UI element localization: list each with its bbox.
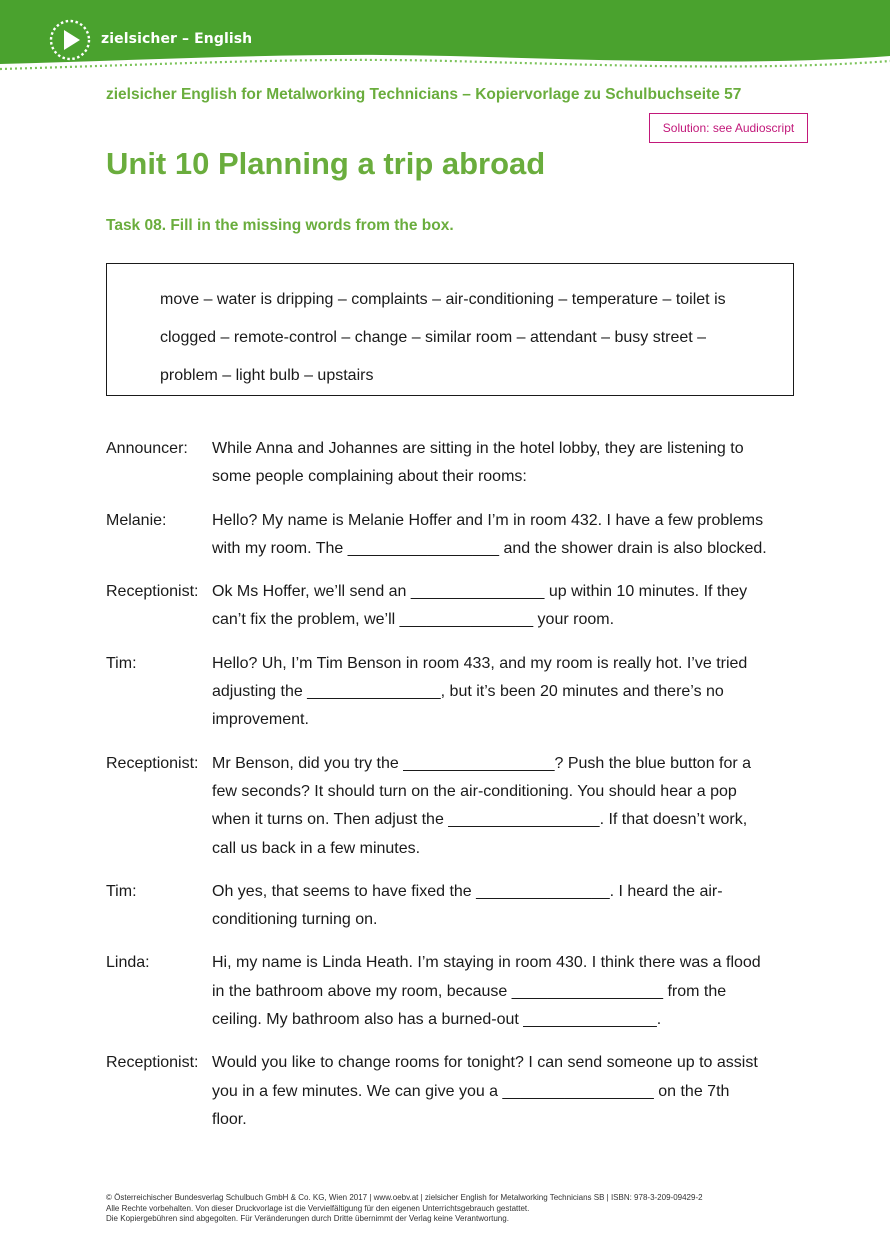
footer-line: Alle Rechte vorbehalten. Von dieser Druckvorlage ist die Vervielfältigung für den eigenen Unterrichtsgebrauch gestattet. [106,1203,530,1213]
dialogue-turn [106,578,806,635]
play-icon [49,19,91,61]
speech-line: Ok Ms Hoffer, we’ll send an _______________ up within 10 minutes. If they [212,583,748,601]
word-box-line: move – water is dripping – complaints – air-conditioning – temperature – toilet is [160,291,726,308]
dialogue-turn [106,650,806,735]
speaker-name: Receptionist: [106,1054,199,1072]
page-title: Unit 10 Planning a trip abroad [106,146,546,181]
speech-line: While Anna and Johannes are sitting in the hotel lobby, they are listening to [212,440,744,457]
speech-line: floor. [212,1110,247,1128]
speaker-name: Tim: [106,882,137,900]
speech-line: when it turns on. Then adjust the _________________. If that doesn’t work, [212,811,748,829]
dialogue-turn [106,750,806,863]
footer-line: © Österreichischer Bundesverlag Schulbuch GmbH & Co. KG, Wien 2017 | www.oebv.at | zielsicher English for Metalworking Technicians SB | ISBN: 978-3-209-09429-2 [106,1193,703,1202]
speech-line: few seconds? It should turn on the air-conditioning. You should hear a pop [212,782,737,800]
word-box-line: clogged – remote-control – change – similar room – attendant – busy street – [160,329,707,346]
speaker-name: Tim: [106,654,137,672]
speech-line: adjusting the _______________, but it’s been 20 minutes and there’s no [212,683,724,701]
dialogue-turn [106,507,806,564]
speech-line: Would you like to change rooms for tonight? I can send someone up to assist [212,1054,758,1072]
dialogue-turn [106,878,806,935]
speech-text [212,750,806,863]
speech-line: with my room. The _________________ and the shower drain is also blocked. [212,539,767,557]
brand-name: zielsicher – English [101,31,253,47]
speech-text [212,578,806,635]
book-header: zielsicher English for Metalworking Technicians – Kopiervorlage zu Schulbuchseite 57 [106,86,742,103]
speaker-name: Linda: [106,954,150,972]
dialogue-turn [106,949,806,1034]
copyright-footer [106,1193,703,1225]
speech-line: ceiling. My bathroom also has a burned-out _______________. [212,1011,662,1029]
speaker-name: Receptionist: [106,583,199,601]
speech-text [212,507,806,564]
speaker-name: Receptionist: [106,754,199,772]
speech-text [212,949,806,1034]
speech-text [212,650,806,735]
dialogue-turn [106,1049,806,1134]
speech-line: Mr Benson, did you try the _________________? Push the blue button for a [212,754,752,772]
dialogue [106,435,806,1149]
speech-line: Hello? My name is Melanie Hoffer and I’m in room 432. I have a few problems [212,511,764,529]
speech-line: Hello? Uh, I’m Tim Benson in room 433, and my room is really hot. I’ve tried [212,654,748,672]
word-box-line: problem – light bulb – upstairs [160,367,374,384]
task-instruction: Task 08. Fill in the missing words from the box. [106,217,454,234]
speech-line: call us back in a few minutes. [212,839,421,857]
speech-text [212,1049,806,1134]
speech-line: improvement. [212,711,309,729]
speech-line: Hi, my name is Linda Heath. I’m staying in room 430. I think there was a flood [212,954,761,972]
speaker-name: Melanie: [106,511,167,529]
speech-line: Oh yes, that seems to have fixed the _______________. I heard the air- [212,882,723,900]
solution-note: Solution: see Audioscript [649,113,808,143]
dialogue-turn [106,435,806,492]
speech-text [212,878,806,935]
speech-text [212,435,806,492]
speech-line: conditioning turning on. [212,911,378,929]
speech-line: in the bathroom above my room, because _________________ from the [212,982,727,1000]
speech-line: can’t fix the problem, we’ll _______________ your room. [212,611,615,629]
footer-line: Die Kopiergebühren sind abgegolten. Für Veränderungen durch Dritte übernimmt der Verlag keine Verantwortung. [106,1214,509,1223]
speaker-name: Announcer: [106,440,188,457]
word-box [106,263,794,396]
speech-line: some people complaining about their rooms: [212,468,527,486]
speech-line: you in a few minutes. We can give you a _________________ on the 7th [212,1082,730,1100]
